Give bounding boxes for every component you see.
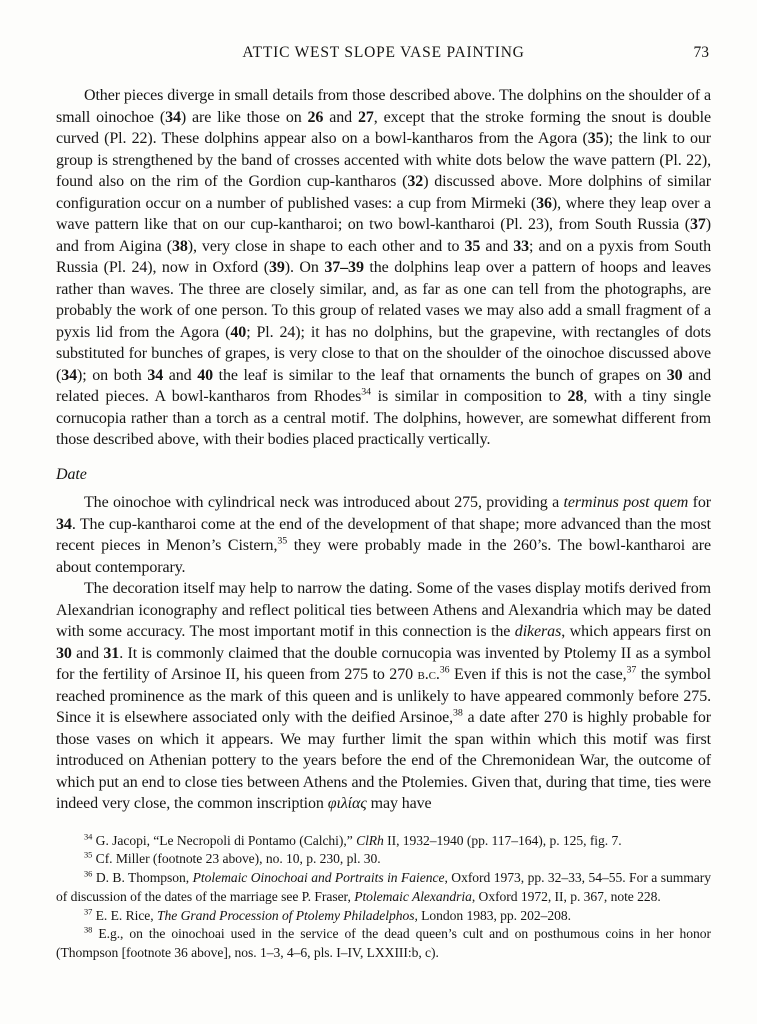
paragraph-dolphins: Other pieces diverge in small details from those described above. The dolphins on the shoulder of a small oinochoe (34) are like those on 26 and 27, except that the stroke forming the snout is double curved (Pl. 22). These dolphins appear also on a bowl-kantharos from the Agora (35); the link to our group is strengthened by the band of crosses accented with white dots below the wave pattern (Pl. 22), found also on the rim of the Gordion cup-kantharos (32) discussed above. More dolphins of similar configuration occur on a number of published vases: a cup from Mirmeki (36), where they leap over a wave pattern like that on our cup-kantharoi; on two bowl-kantharoi (Pl. 23), from South Russia (37) and from Aigina (38), very close in shape to each other and to 35 and 33; and on a pyxis from South Russia (Pl. 24), now in Oxford (39). On 37–39 the dolphins leap over a pattern of hoops and leaves rather than waves. The three are closely similar, and, as far as one can tell from the photographs, are probably the work of one person. To this group of related vases we may also add a small fragment of a pyxis lid from the Agora (40; Pl. 24); it has no dolphins, but the grapevine, with rectangles of dots substituted for bunches of grapes, is very close to that on the shoulder of the oinochoe discussed above (34); on both 34 and 40 the leaf is similar to the leaf that ornaments the bunch of grapes on 30 and related pieces. A bowl-kantharos from Rhodes$^{34}$ is similar in composition to 28, with a tiny single cornucopia rather than a torch as a central motif. The dolphins, however, are somewhat different from those described above, with their bodies placed practically vertically.: [56, 87, 712, 448]
footnote-35: $^{35}$ Cf. Miller (footnote 23 above), no. 10, p. 230, pl. 30.: [84, 849, 381, 867]
paragraph-date-oinochoe: The oinochoe with cylindrical neck was introduced about 275, providing a terminus post quem for 34. The cup-kantharoi come at the end of the development of that shape; more advanced than the most recent pieces in Menon’s Cistern,$^{35}$ they were probably made in the 260’s. The bowl-kantharoi are about contemporary.: [56, 494, 711, 576]
page-number: 73: [693, 44, 709, 61]
running-title: ATTIC WEST SLOPE VASE PAINTING: [242, 44, 525, 61]
paragraph-decoration-dating: The decoration itself may help to narrow the dating. Some of the vases display motifs derived from Alexandrian iconography and reflect political ties between Athens and Alexandria which may be dated with some accuracy. The most important motif in this connection is the dikeras, which appears first on 30 and 31. It is commonly claimed that the double cornucopia was invented by Ptolemy II as a symbol for the fertility of Arsinoe II, his queen from 275 to 270 b.c.$^{36}$ Even if this is not the case,$^{37}$ the symbol reached prominence as the mark of this queen and is unlikely to have appeared commonly before 275. Since it is elsewhere associated only with the deified Arsinoe,$^{38}$ a date after 270 is highly probable for those vases on which it appears. We may further limit the span within which this motif was first introduced on Athenian pottery to the years before the end of the Chremonidean War, the outcome of which put an end to close ties between Athens and the Ptolemies. Given that, during that time, ties were indeed very close, the common inscription φιλίας may have: [56, 580, 711, 812]
footnote-34: $^{34}$ G. Jacopi, “Le Necropoli di Pontamo (Calchi),” ClRh II, 1932–1940 (pp. 117–164), p. 125, fig. 7.: [84, 830, 622, 848]
section-heading-date: Date: [56, 465, 87, 483]
footnote-36: $^{36}$ D. B. Thompson, Ptolemaic Oinochoai and Portraits in Faience, Oxford 1973, pp. 32–33, 54–55. For a summary of discussion of the dates of the marriage see P. Fraser, Ptolemaic Alexandria, Oxford 1972, II, p. 367, note 228.: [56, 868, 711, 904]
body-text: [56, 85, 711, 815]
footnotes-section: [56, 832, 711, 964]
footnote-38: $^{38}$ E.g., on the oinochoai used in the service of the dead queen’s cult and on posthumous coins in her honor (Thompson [footnote 36 above], nos. 1–3, 4–6, pls. I–IV, LXXIII:b, c).: [56, 924, 711, 961]
page-header: [56, 44, 711, 62]
footnote-37: $^{37}$ E. E. Rice, The Grand Procession of Ptolemy Philadelphos, London 1983, pp. 202–208.: [84, 906, 571, 923]
